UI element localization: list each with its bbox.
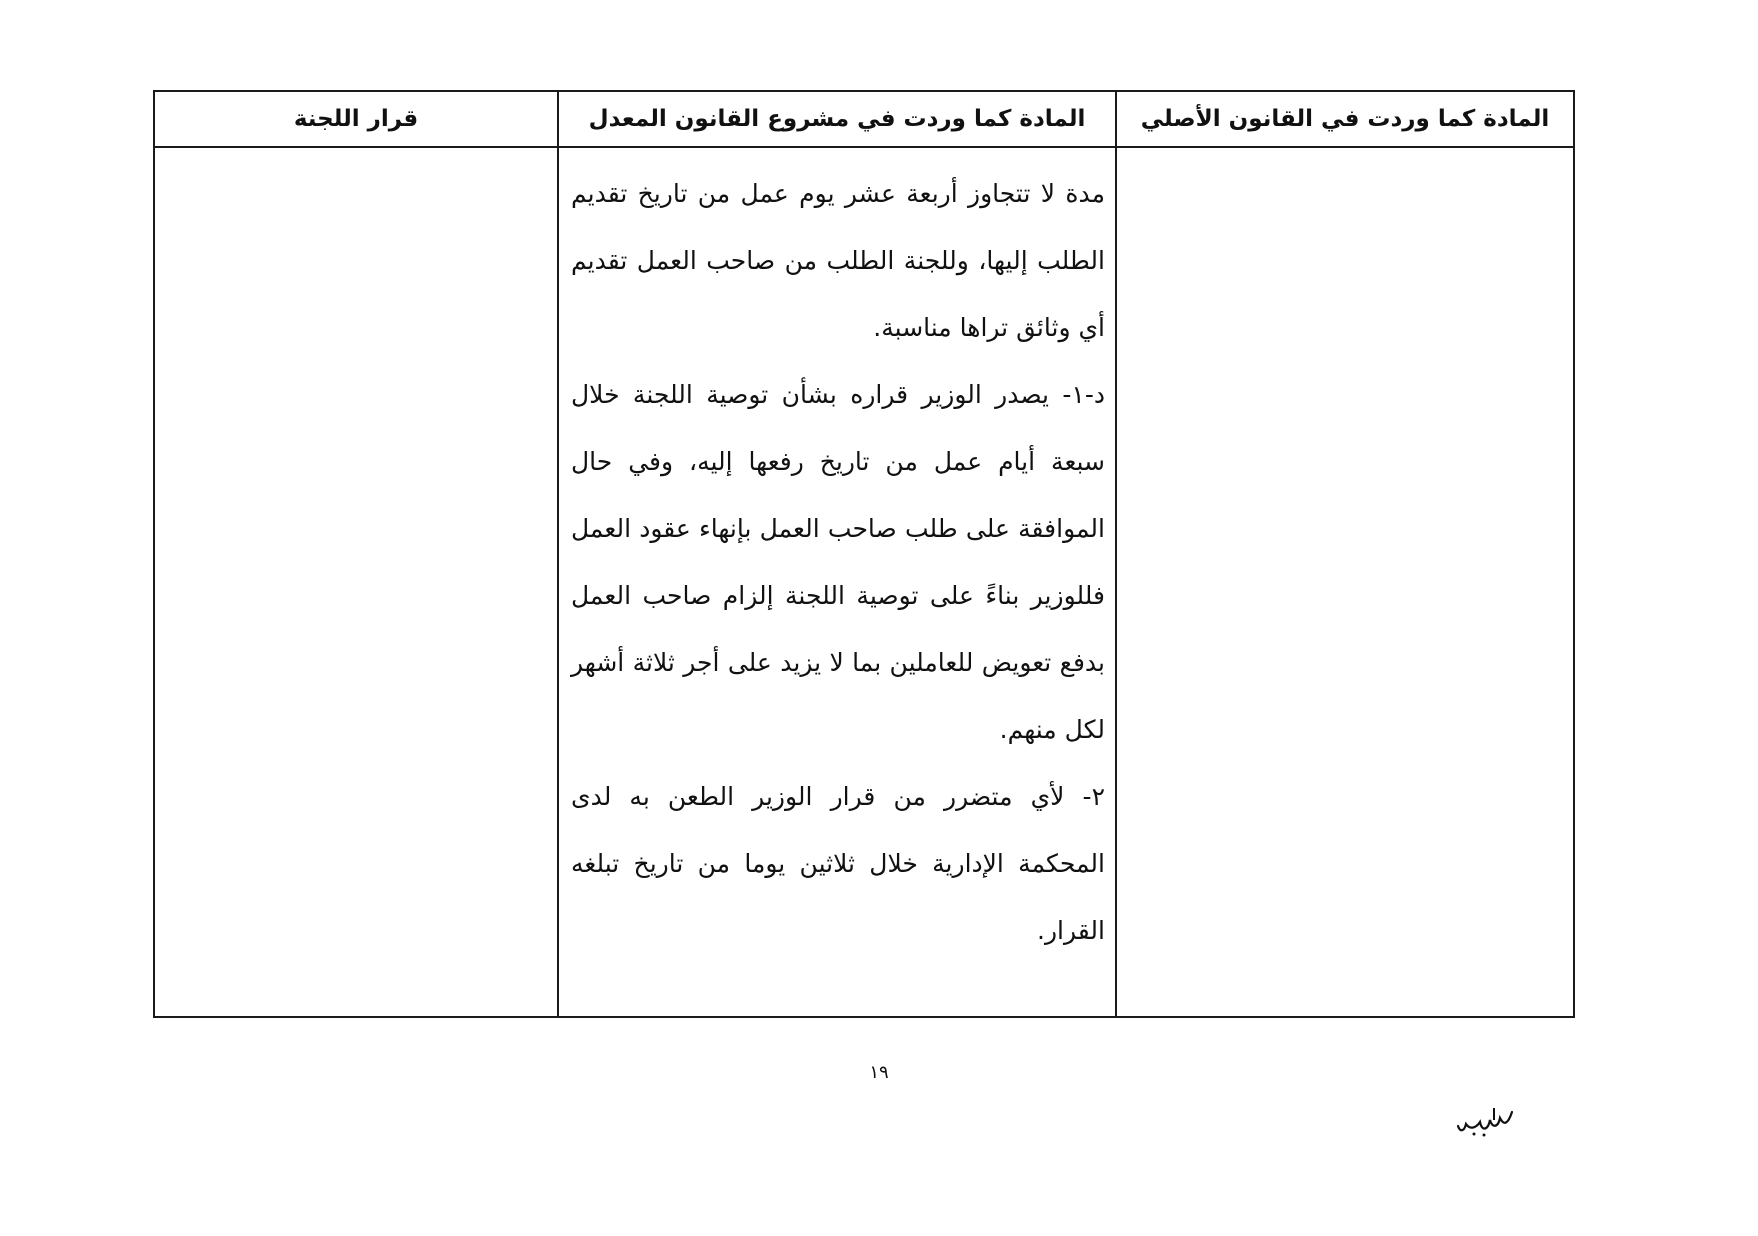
amended-paragraph-2: د-١- يصدر الوزير قراره بشأن توصية اللجنة خلال سبعة أيام عمل من تاريخ رفعها إليه، وفي حال الموافقة على طلب صاحب العمل بإنهاء عقود العمل فللوزير بناءً على توصية اللجنة إلزام صاحب العمل بدفع تعويض للعاملين بما لا يزيد على أجر ثلاثة أشهر لكل منهم.: [571, 380, 1105, 744]
amended-paragraph-1: مدة لا تتجاوز أربعة عشر يوم عمل من تاريخ تقديم الطلب إليها، وللجنة الطلب من صاحب العمل تقديم أي وثائق تراها مناسبة.: [571, 179, 1105, 342]
comparison-table: [153, 90, 1575, 1018]
cell-amended-law: [558, 147, 1116, 1017]
cell-committee-decision: [154, 147, 558, 1017]
header-amended-law: المادة كما وردت في مشروع القانون المعدل: [558, 91, 1116, 147]
amended-paragraph-3: ٢- لأي متضرر من قرار الوزير الطعن به لدى المحكمة الإدارية خلال ثلاثين يوما من تاريخ تبلغه القرار.: [571, 782, 1105, 945]
cell-original-law: [1116, 147, 1574, 1017]
table-row: [154, 147, 1574, 1017]
page-number: ١٩: [869, 1062, 889, 1083]
header-committee-decision: قرار اللجنة: [154, 91, 558, 147]
table-header-row: [154, 91, 1574, 147]
handwritten-signature-icon: [1454, 1102, 1518, 1138]
amended-law-text: [559, 148, 1115, 964]
header-original-law: المادة كما وردت في القانون الأصلي: [1116, 91, 1574, 147]
